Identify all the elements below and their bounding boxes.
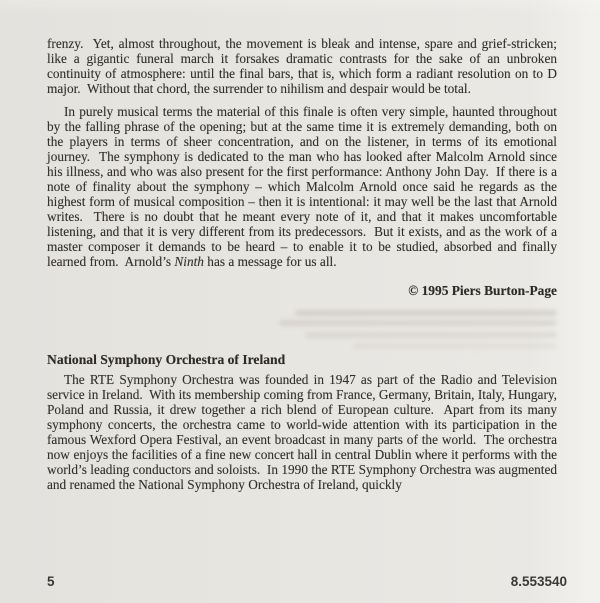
paragraph-finale-analysis [47, 104, 561, 269]
paragraph-text-after-title: has a message for us all. [203, 254, 337, 269]
paragraph-finale-continued: frenzy. Yet, almost throughout, the movement is bleak and intense, spare and grief-stricken; like a gigantic funeral march it forsakes dramatic contrasts for the sake of an unbroken continuity of atmosphere: until the final bars, that is, which form a radiant resolution on to D major. Without that chord, the surrender to nihilism and despair would be total. [47, 36, 561, 96]
paragraph-text-before-title: In purely musical terms the material of this finale is often very simple, haunted throughout by the falling phrase of the opening; but at the same time it is extremely demanding, both on the players in terms of sheer concentration, and on the listener, in terms of its emotional journey. The symphony is dedicated to the man who has looked after Malcolm Arnold since his illness, and who was also present for the first performance: Anthony John Day. If there is a note of finality about the symphony – which Malcolm Arnold once said he regards as the highest form of musical composition – then it is intentional: it may well be the last that Arnold writes. There is no doubt that he meant every note of it, and that it makes uncomfortable listening, and that it is very different from its predecessors. But it exists, and as the work of a master composer it demands to be heard – to enable it to be studied, absorbed and finally learned from. Arnold’s [47, 104, 561, 269]
paragraph-orchestra-history: The RTE Symphony Orchestra was founded in 1947 as part of the Radio and Television service in Ireland. With its membership coming from France, Germany, Britain, Italy, Hungary, Poland and Russia, it drew together a rich blend of European culture. Apart from its many symphony concerts, the orchestra came to world-wide attention with its participation in the famous Wexford Opera Festival, an event broadcast in many parts of the world. The orchestra now enjoys the facilities of a fine new concert hall in central Dublin where it performs with the world’s leading conductors and soloists. In 1990 the RTE Symphony Orchestra was augmented and renamed the National Symphony Orchestra of Ireland, quickly [47, 372, 561, 492]
bleedthrough-line [295, 310, 557, 316]
bleedthrough-line [305, 332, 557, 338]
section-heading: National Symphony Orchestra of Ireland [47, 352, 286, 367]
symphony-title-italic: Ninth [174, 254, 204, 269]
catalog-number: 8.553540 [510, 574, 567, 589]
page-number: 5 [47, 574, 55, 589]
page-footer [47, 574, 567, 589]
bleedthrough-line [279, 320, 557, 326]
bleedthrough-line [352, 343, 557, 349]
liner-notes-text [47, 36, 561, 500]
ink-bleedthrough-artifact [47, 308, 557, 352]
copyright-credit: © 1995 Piers Burton-Page [408, 283, 557, 298]
